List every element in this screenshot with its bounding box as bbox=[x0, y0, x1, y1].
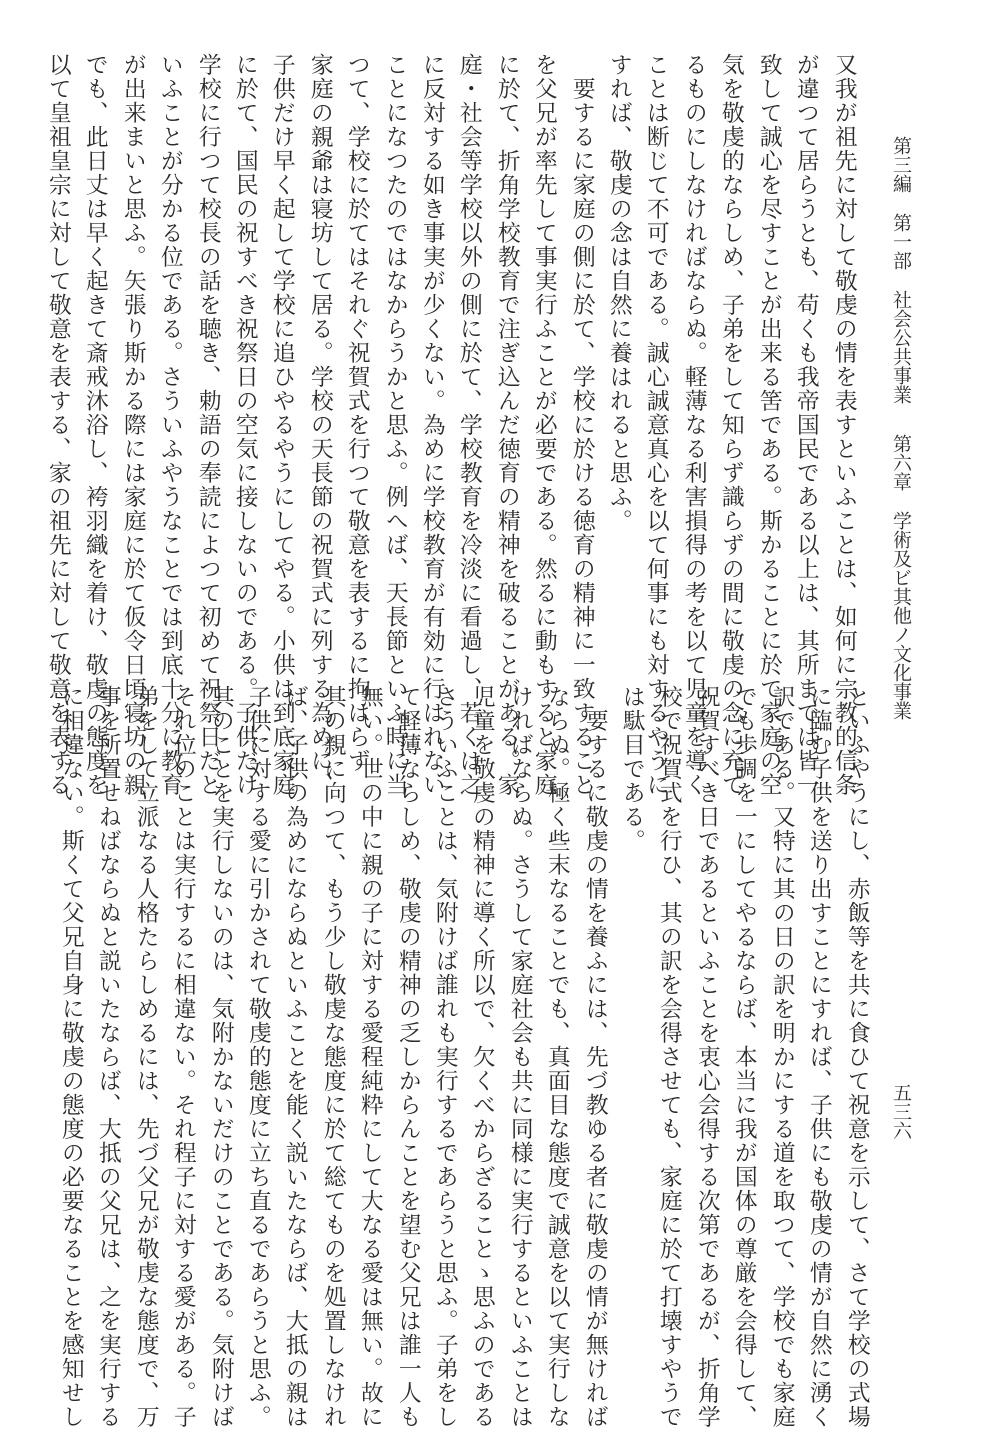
text-column: は駄目である。 bbox=[618, 685, 645, 853]
text-column: ならぬ。極く些末なることでも、真面目な態度で誠意を以て実行しな bbox=[543, 685, 570, 1429]
text-column: 其のことを実行しないのは、気附かないだけのことである。気附けば bbox=[207, 685, 234, 1429]
header-part-title: 社会公共事業 bbox=[890, 290, 912, 404]
text-column: それ位のことは実行するに相違ない。それ程子に対する愛がある。子 bbox=[169, 685, 196, 1429]
text-column: さういふことは、気附けば誰れも実行するであらうと思ふ。子弟をし bbox=[431, 685, 458, 1429]
text-column: でも歩調を一にしてやるならば、本当に我が国体の尊厳を会得して、 bbox=[730, 685, 757, 1429]
text-column: 学校に行つて校長の話を聴き、勅語の奉読によつて初めて祝祭日だと bbox=[194, 53, 221, 797]
text-column: が違つて居らうとも、苟くも我帝国民である以上は、其所までは皆一 bbox=[792, 53, 819, 797]
header-chapter: 第六章 bbox=[890, 434, 912, 491]
text-column: ことになつたのではなからうかと思ふ。例へば、天長節といふ時に当 bbox=[381, 53, 408, 797]
text-column: 其の親に向つて、もう少し敬虔な態度に於て総てものを処置しなけれ bbox=[319, 685, 346, 1429]
text-column: 又我が祖先に対して敬虔の情を表すといふことは、如何に宗教的信条 bbox=[830, 53, 857, 797]
text-column: 以て皇祖皇宗に対して敬意を表する、家の祖先に対して敬意を表する bbox=[44, 53, 71, 797]
text-column: 訳である。又特に其の日の訳を明かにする道を取つて、学校でも家庭 bbox=[768, 685, 795, 1429]
text-column: 無い。世の中に親の子に対する愛程純粋にして大なる愛は無い。故に bbox=[356, 685, 383, 1429]
text-column: 要するに敬虔の情を養ふには、先づ教ゆる者に敬虔の情が無ければ bbox=[581, 709, 608, 1429]
text-column: いふことが分かる位である。さういふやうなことでは到底十分に教育 bbox=[156, 53, 183, 797]
header-chapter-title: 学術及ビ其他ノ文化事業 bbox=[890, 511, 912, 720]
header-part: 第一部 bbox=[890, 213, 912, 270]
text-column: に相違ない。斯くて父兄自身に敬虔の態度の必要なることを感知せし bbox=[57, 685, 84, 1429]
text-column: るものにしなければならぬ。軽薄なる利害損得の考を以て児童を導く bbox=[680, 53, 707, 797]
text-column: 庭・社会等学校以外の側に於て、学校教育を冷淡に看過し、若くは之 bbox=[455, 53, 482, 797]
text-column: 事を所置せねばならぬと説いたならば、大抵の父兄は、之を実行する bbox=[94, 685, 121, 1429]
text-column: すれば、敬虔の念は自然に養はれると思ふ。 bbox=[605, 53, 632, 533]
text-column: つて、学校に於てはそれぐ祝賀式を行つて敬意を表するに拘はらず bbox=[343, 53, 370, 773]
text-column: に於て、国民の祝すべき祝祭日の空気に接しないのである。子供だけ bbox=[231, 53, 258, 797]
text-column: といふやうにし、赤飯等を共に食ひて祝意を示して、さて学校の式場 bbox=[843, 685, 870, 1429]
text-column: 家庭の親爺は寝坊して居る。学校の天長節の祝賀式に列する為めに、 bbox=[306, 53, 333, 797]
text-column: ことは断じて不可である。誠心誠意真心を以て何事にも対するやうに bbox=[642, 53, 669, 797]
text-column: ば、子供の為めにならぬといふことを能く説いたならば、大抵の親は bbox=[281, 685, 308, 1429]
text-column: に於て、折角学校教育で注ぎ込んだ徳育の精神を破ることがある。家 bbox=[493, 53, 520, 797]
header-volume: 第三編 bbox=[890, 136, 912, 193]
text-column: でも、此日丈は早く起きて斎戒沐浴し、袴羽織を着け、敬虔の態度を bbox=[81, 53, 108, 797]
text-column: 祝賀すべき日であるといふことを衷心会得する次第であるが、折角学 bbox=[693, 685, 720, 1429]
text-column: ければならぬ。さうして家庭社会も共に同様に実行するといふことは bbox=[506, 685, 533, 1429]
page-number: 五三六 bbox=[890, 1083, 912, 1140]
text-column: 気を敬虔的ならしめ、子弟をして知らず識らずの間に敬虔の念に充て bbox=[717, 53, 744, 797]
running-header bbox=[891, 136, 910, 720]
text-column: 子供だけ早く起して学校に追ひやるやうにしてやる。小供は到底家庭 bbox=[268, 53, 295, 797]
text-column: 校で祝賀式を行ひ、其の訳を会得させても、家庭に於て打壊すやうで bbox=[655, 685, 682, 1429]
text-column: 要するに家庭の側に於て、学校に於ける徳育の精神に一致すること bbox=[568, 77, 595, 797]
text-column: 致して誠心を尽すことが出来る筈である。斯かることに於て家庭の空 bbox=[755, 53, 782, 797]
text-column: に臨む子供を送り出すことにすれば、子供にも敬虔の情が自然に湧く bbox=[805, 685, 832, 1429]
text-column: 弟をして立派なる人格たらしめるには、先づ父兄が敬虔な態度で、万 bbox=[132, 685, 159, 1429]
text-column: を父兄が率先して事実行ふことが必要である。然るに動もすると家庭 bbox=[530, 53, 557, 797]
text-column: 子供に対する愛に引かされて敬虔的態度に立ち直るであらうと思ふ。 bbox=[244, 685, 271, 1429]
text-column: て軽薄ならしめ、敬虔の精神の乏しからんことを望む父兄は誰一人も bbox=[394, 685, 421, 1429]
text-column: が出来まいと思ふ。矢張り斯かる際には家庭に於て仮令日頃寝坊の親 bbox=[119, 53, 146, 797]
text-column: 児童を敬虔の精神に導く所以で、欠くべからざることゝ思ふのである bbox=[468, 685, 495, 1429]
text-column: に反対する如き事実が少くない。為めに学校教育が有効に行はれない bbox=[418, 53, 445, 797]
